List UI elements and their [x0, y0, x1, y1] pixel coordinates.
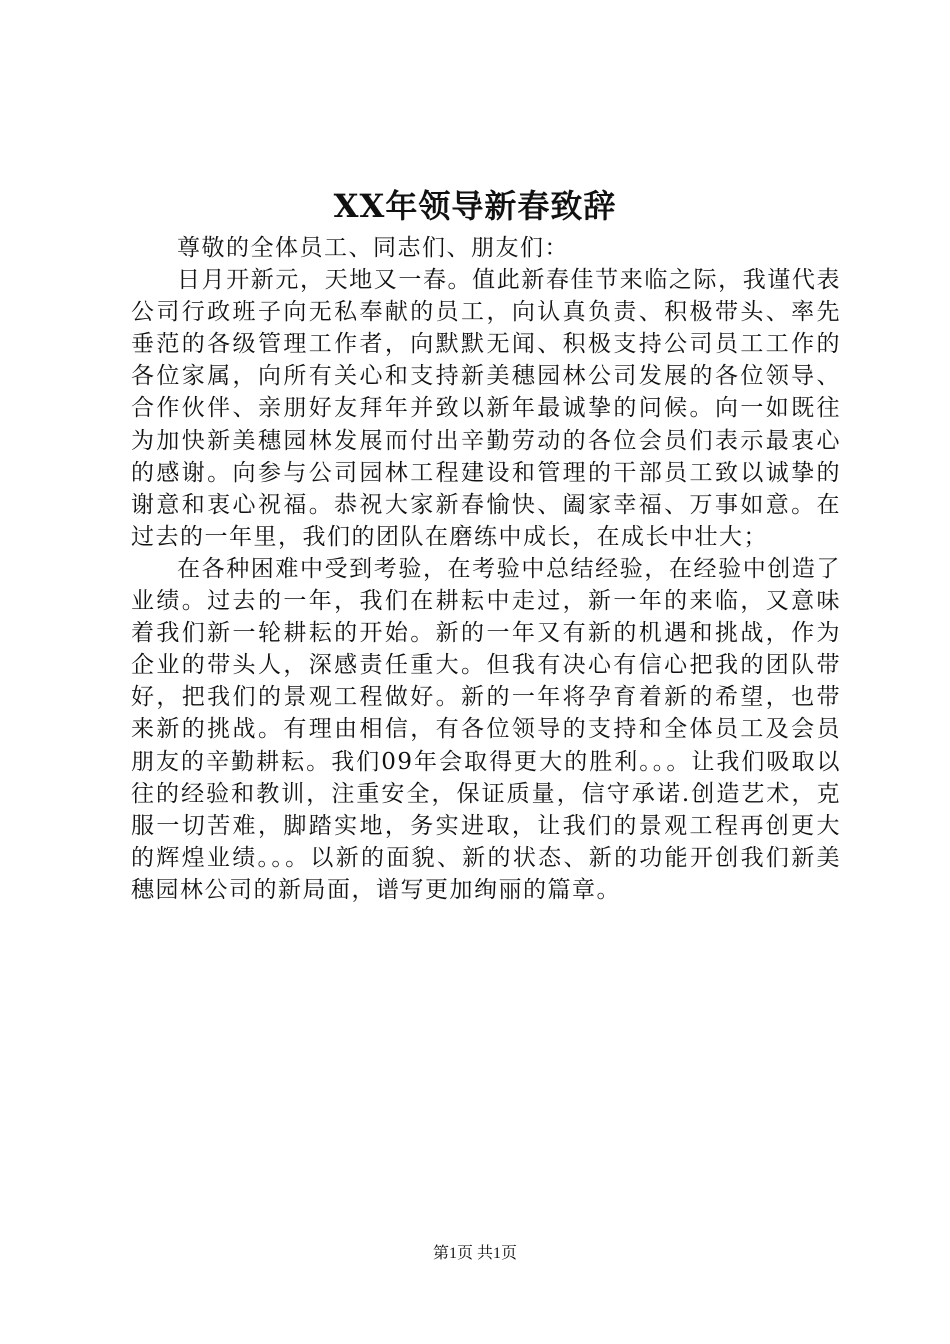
document-body [131, 232, 841, 906]
salutation-paragraph: 尊敬的全体员工、同志们、朋友们： [177, 235, 569, 261]
document-title: XX年领导新春致辞 [333, 187, 617, 225]
body-paragraph-1: 日月开新元，天地又一春。值此新春佳节来临之际，我谨代表公司行政班子向无私奉献的员工，向认真负责、积极带头、率先垂范的各级管理工作者，向默默无闻、积极支持公司员工工作的各位家属，向所有关心和支持新美穗园林公司发展的各位领导、合作伙伴、亲朋好友拜年并致以新年最诚挚的问候。向一如既往为加快新美穗园林发展而付出辛勤劳动的各位会员们表示最衷心的感谢。向参与公司园林工程建设和管理的干部员工致以诚挚的谢意和衷心祝福。恭祝大家新春愉快、阖家幸福、万事如意。在过去的一年里，我们的团队在磨练中成长，在成长中壮大； [131, 267, 841, 550]
body-paragraph-2: 在各种困难中受到考验，在考验中总结经验，在经验中创造了业绩。过去的一年，我们在耕耘中走过，新一年的来临，又意味着我们新一轮耕耘的开始。新的一年又有新的机遇和挑战，作为企业的带头人，深感责任重大。但我有决心有信心把我的团队带好，把我们的景观工程做好。新的一年将孕育着新的希望，也带来新的挑战。有理由相信，有各位领导的支持和全体员工及会员朋友的辛勤耕耘。我们09年会取得更大的胜利。。。让我们吸取以往的经验和教训，注重安全，保证质量，信守承诺.创造艺术，克服一切苦难，脚踏实地，务实进取，让我们的景观工程再创更大的辉煌业绩。。。以新的面貌、新的状态、新的功能开创我们新美穗园林公司的新局面，谱写更加绚丽的篇章。 [131, 555, 841, 903]
page-number-footer: 第1页 共1页 [432, 1245, 517, 1262]
